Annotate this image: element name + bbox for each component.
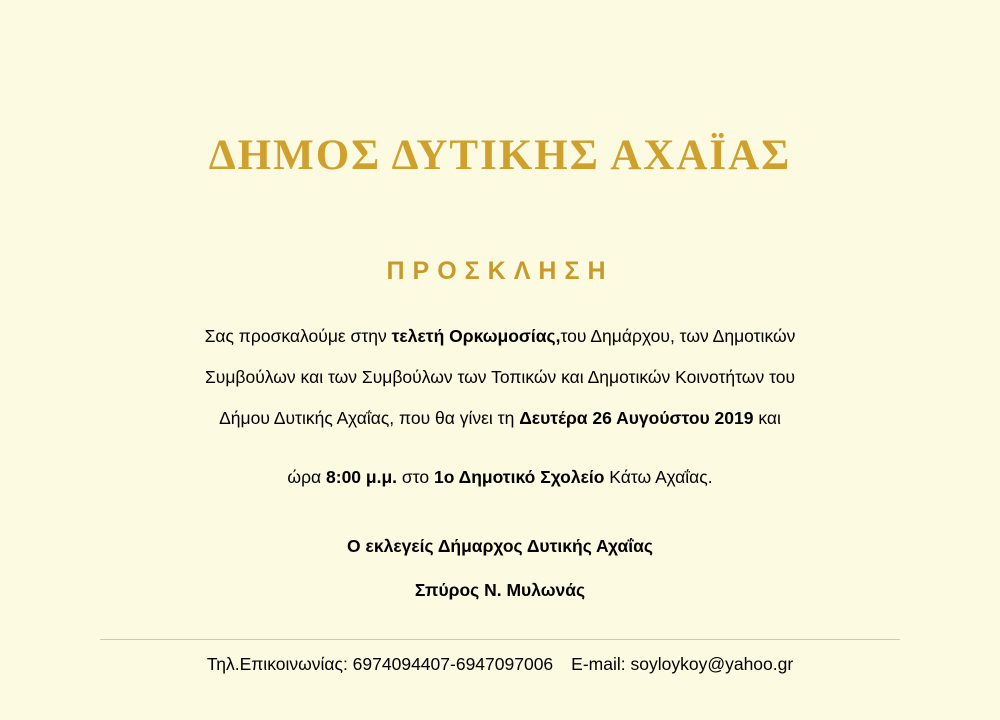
body-line-2: Συμβούλων και των Συμβούλων των Τοπικών και Δημοτικών Κοινοτήτων του bbox=[204, 367, 796, 388]
signature-name: Σπύρος Ν. Μυλωνάς bbox=[414, 580, 586, 601]
body-line-3 bbox=[120, 398, 880, 439]
body-line-3-part-3: και bbox=[753, 407, 781, 428]
body-line-4-part-5: Κάτω Αχαΐας. bbox=[604, 466, 713, 487]
body-line-1-part-1: Σας προσκαλούμε στην bbox=[204, 326, 392, 347]
event-date: Δευτέρα 26 Αυγούστου 2019 bbox=[519, 407, 754, 428]
footer-contact bbox=[0, 640, 1000, 675]
body-line-1-part-3: του Δημάρχου, των Δημοτικών bbox=[560, 326, 796, 347]
footer-email: E-mail: soyloykoy@yahoo.gr bbox=[571, 653, 794, 674]
invitation-body bbox=[120, 286, 880, 497]
page-title: ΔΗΜΟΣ ΔΥΤΙΚΗΣ ΑΧΑΪΑΣ bbox=[208, 132, 792, 179]
body-line-4-part-3: στο bbox=[397, 466, 434, 487]
body-line-4-part-1: ώρα bbox=[287, 466, 327, 487]
signature-role: Ο εκλεγείς Δήμαρχος Δυτικής Αχαΐας bbox=[347, 536, 653, 557]
event-time: 8:00 μ.μ. bbox=[326, 466, 398, 487]
page-subtitle: ΠΡΟΣΚΛΗΣΗ bbox=[386, 257, 614, 286]
footer-phone: Τηλ.Επικοινωνίας: 6974094407-6947097006 bbox=[206, 653, 554, 674]
body-line-1 bbox=[120, 316, 880, 357]
event-venue: 1ο Δημοτικό Σχολείο bbox=[433, 466, 605, 487]
body-line-1-emphasis: τελετή Ορκωμοσίας, bbox=[391, 326, 561, 347]
body-line-3-part-1: Δήμου Δυτικής Αχαΐας, που θα γίνει τη bbox=[219, 407, 520, 428]
body-line-4 bbox=[120, 439, 880, 498]
signature-block bbox=[120, 497, 880, 613]
